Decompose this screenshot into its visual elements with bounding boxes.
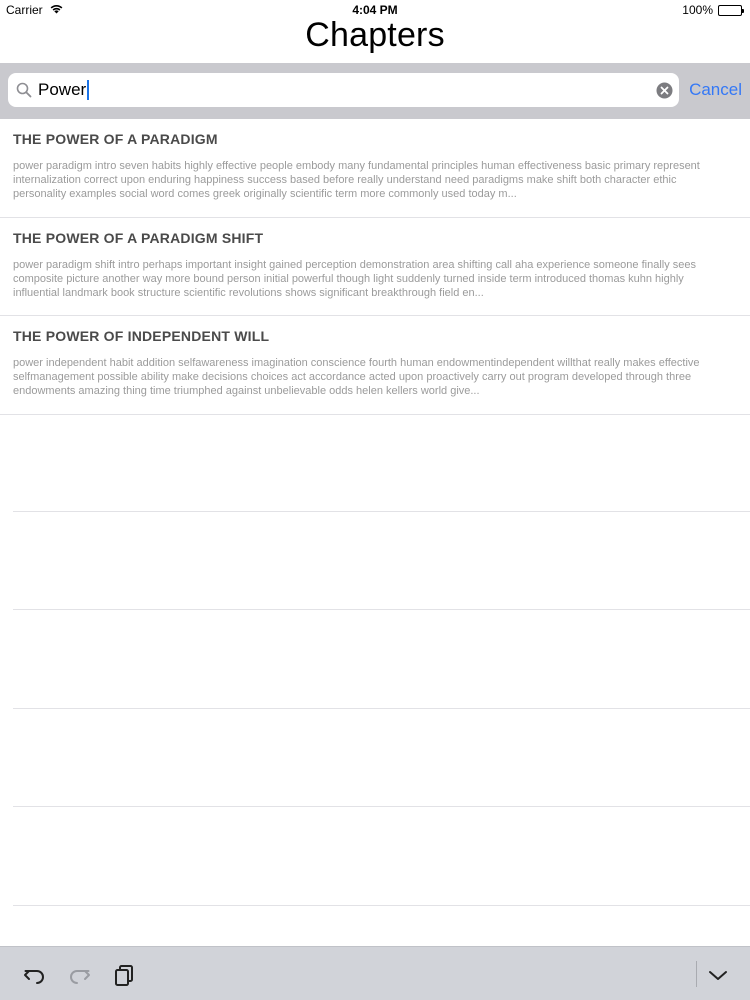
clear-icon[interactable] <box>656 82 673 99</box>
carrier-label: Carrier <box>6 3 43 17</box>
page-title: Chapters <box>305 16 445 54</box>
result-item[interactable] <box>0 316 750 415</box>
result-snippet: power paradigm intro seven habits highly effective people embody many fundamental principles human effectiveness basic primary represent internalization correct upon enduring happiness success based before really understand need paradigms make shift both character ethic personality examples social word comes greek originally scientific term more commonly used today m... <box>13 160 700 200</box>
status-right <box>682 3 742 17</box>
keyboard-toolbar <box>0 946 750 1000</box>
row-separator <box>13 511 750 512</box>
cancel-button[interactable]: Cancel <box>689 80 742 99</box>
result-item[interactable] <box>0 218 750 317</box>
clipboard-icon[interactable] <box>111 962 137 988</box>
status-time: 4:04 PM <box>352 3 398 17</box>
result-snippet: power independent habit addition selfawareness imagination conscience fourth human endowmentindependent willthat really makes effective selfmanagement possible ability make decisions choices act accordance acted upon proactively carry out program developed through three endowments amazing thing time triumphed against unbelievable odds helen kellers world give... <box>13 357 700 397</box>
search-value: Power <box>38 80 87 99</box>
text-caret <box>87 80 89 100</box>
toolbar-divider <box>696 961 697 987</box>
undo-icon[interactable] <box>22 962 48 988</box>
redo-icon[interactable] <box>66 962 92 988</box>
battery-icon <box>718 5 742 16</box>
result-snippet: power paradigm shift intro perhaps important insight gained perception demonstration area shifting call aha experience someone finally sees composite picture another way more bound person initial powerful though light suddenly turned inside term introduced thomas kuhn highly influential landmark book structure scientific revolutions shows significant breakthrough field en... <box>13 258 697 299</box>
result-title: THE POWER OF INDEPENDENT WILL <box>13 328 270 344</box>
search-input[interactable] <box>8 73 679 107</box>
battery-percent: 100% <box>682 3 713 17</box>
row-separator <box>13 806 750 807</box>
chevron-down-icon[interactable] <box>705 962 731 988</box>
row-separator <box>13 708 750 709</box>
result-title: THE POWER OF A PARADIGM <box>13 131 218 147</box>
result-list <box>0 119 750 415</box>
result-title: THE POWER OF A PARADIGM SHIFT <box>13 229 264 246</box>
search-text <box>38 80 89 100</box>
result-item[interactable] <box>0 119 750 218</box>
search-icon <box>16 82 32 98</box>
row-separator <box>13 609 750 610</box>
search-bar <box>0 63 750 119</box>
row-separator <box>13 905 750 906</box>
